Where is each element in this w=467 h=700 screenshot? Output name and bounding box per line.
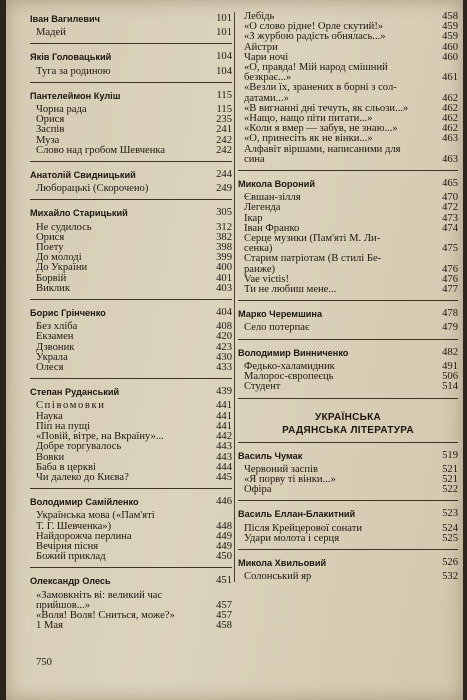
work-entry — [238, 155, 458, 165]
work-entry — [30, 12, 232, 28]
work-title: До молоді — [36, 252, 82, 264]
page-ref: 462 — [442, 102, 458, 114]
work-title: Ікар — [244, 212, 263, 224]
work-title: сина — [244, 153, 265, 165]
work-entry — [238, 382, 458, 392]
author-name: Борис Грінченко — [30, 308, 106, 319]
page-ref: 458 — [442, 11, 458, 22]
work-title: Виклик — [36, 282, 70, 294]
page-ref: 444 — [216, 461, 232, 473]
work-title: Добре торгувалось — [36, 441, 122, 453]
page-ref: 443 — [216, 451, 232, 463]
author-name: Яків Головацький — [30, 52, 112, 63]
work-title: Чи далеко до Києва? — [36, 471, 129, 483]
page-ref: 470 — [442, 192, 458, 204]
page-ref: 104 — [216, 51, 232, 63]
work-title: «З журбою радість обнялась...» — [244, 31, 386, 43]
work-title: Іван Франко — [244, 222, 300, 234]
section-heading-line: УКРАЇНСЬКА — [314, 411, 382, 423]
work-entry — [30, 146, 232, 156]
page-ref: 446 — [216, 496, 232, 508]
work-title: Поету — [36, 242, 64, 254]
entry-separator — [30, 199, 232, 200]
page-ref: 312 — [216, 221, 232, 233]
work-title: Слово над гробом Шевченка — [36, 144, 166, 156]
work-title: Студент — [244, 381, 281, 393]
author-entry — [238, 177, 458, 193]
section-heading-line: РАДЯНСЬКА ЛІТЕРАТУРА — [282, 424, 414, 436]
work-entry — [30, 621, 232, 631]
page-ref: 382 — [216, 231, 232, 243]
author-entry — [30, 574, 232, 590]
page-ref: 472 — [442, 202, 458, 214]
author-name: Анатолій Свидницький — [30, 170, 136, 181]
page-ref: 423 — [216, 341, 232, 353]
page-number: 750 — [36, 657, 52, 668]
page-ref: 473 — [442, 212, 458, 224]
entry-separator — [30, 82, 232, 83]
page-ref: 475 — [442, 243, 458, 255]
work-title: Легенда — [244, 202, 281, 214]
work-title: Люборацькі (Скорочено) — [36, 183, 149, 195]
work-title: «Нащо, нащо піти питати...» — [244, 113, 373, 125]
work-title: Т. Г. Шевченка») — [36, 520, 112, 532]
page-ref: 491 — [442, 360, 458, 372]
page-ref: 526 — [442, 556, 458, 568]
work-title: ранже) — [244, 263, 276, 275]
page-ref: 101 — [216, 27, 232, 39]
work-title: «О, принесіть як не вінки...» — [244, 133, 373, 145]
work-entry — [30, 552, 232, 562]
entry-separator — [30, 161, 232, 162]
page-ref: 521 — [442, 473, 458, 485]
page-ref: 474 — [442, 222, 458, 234]
author-name: Василь Еллан-Блакитний — [238, 509, 356, 520]
author-entry — [238, 507, 458, 523]
page-ref: 441 — [216, 420, 232, 432]
author-entry — [30, 168, 232, 184]
author-entry — [238, 449, 458, 465]
work-title: Піп на пущі — [36, 420, 90, 432]
work-entry — [238, 285, 458, 295]
author-name: Володимир Самійленко — [30, 497, 139, 508]
page-ref: 115 — [216, 104, 232, 116]
page-ref: 445 — [216, 471, 232, 483]
page-ref: 462 — [442, 113, 458, 125]
work-title: Украла — [36, 351, 68, 363]
page-ref: 506 — [442, 371, 458, 383]
work-title: датами...» — [244, 92, 289, 104]
page-ref: 399 — [216, 252, 232, 264]
work-title: Мадей — [36, 27, 66, 39]
page-ref: 457 — [216, 609, 232, 621]
author-name: Василь Чумак — [238, 450, 303, 461]
work-title: Українська мова («Пам'яті — [36, 510, 155, 522]
author-entry — [30, 206, 232, 222]
work-title: Старим патріотам (В стилі Бе- — [244, 253, 382, 265]
page-ref: 524 — [442, 522, 458, 534]
page-ref: 463 — [442, 133, 458, 145]
work-title: «Я порву ті вінки...» — [244, 473, 336, 485]
author-name: Олександр Олесь — [30, 576, 111, 587]
work-title: Вовки — [36, 451, 65, 463]
work-title: Орися — [36, 231, 65, 243]
work-title: Дзвоник — [36, 341, 75, 353]
column-divider — [234, 12, 235, 582]
work-title: Борвій — [36, 272, 67, 284]
work-entry — [30, 125, 232, 135]
page-ref: 242 — [216, 144, 232, 156]
work-entry — [238, 572, 458, 582]
page-ref: 408 — [216, 321, 232, 333]
work-entry — [30, 67, 232, 77]
page-ref: 241 — [216, 124, 232, 136]
work-title: 1 Мая — [36, 620, 63, 632]
work-title: Орися — [36, 114, 65, 126]
book-page — [6, 0, 463, 700]
page-ref: 115 — [216, 89, 232, 101]
author-name: Микола Вороний — [238, 179, 315, 190]
page-ref: 462 — [442, 123, 458, 135]
work-title: До України — [36, 262, 88, 274]
work-title: «Замовкніть ві: великий час — [36, 589, 163, 601]
page-ref: 443 — [216, 441, 232, 453]
work-title: Не судилось — [36, 221, 92, 233]
page-ref: 104 — [216, 65, 232, 77]
page-ref: 400 — [216, 262, 232, 274]
page-ref: 476 — [442, 263, 458, 275]
page-ref: 235 — [216, 114, 232, 126]
author-entry — [238, 556, 458, 572]
work-entry — [238, 145, 458, 155]
page-ref: 519 — [442, 449, 458, 461]
page-ref: 398 — [216, 242, 232, 254]
page-ref: 522 — [442, 484, 458, 496]
page-ref: 449 — [216, 540, 232, 552]
work-title: сенка) — [244, 243, 273, 255]
work-title: Vae victis! — [244, 273, 290, 285]
author-entry — [30, 495, 232, 511]
work-title: «В вигнанні дні течуть, як сльози...» — [244, 102, 409, 114]
work-title: «Повій, вітре, на Вкраїну»... — [36, 431, 164, 443]
entry-separator — [238, 170, 458, 171]
work-title: Олеся — [36, 362, 64, 374]
page-ref: 465 — [442, 178, 458, 190]
page-ref: 448 — [216, 520, 232, 532]
work-title: Чари ночі — [244, 51, 289, 63]
work-entry — [238, 485, 458, 495]
page-ref: 404 — [216, 307, 232, 319]
entry-separator — [238, 339, 458, 340]
work-title: Іван Вагилевич — [30, 14, 100, 24]
work-title: «Везли їх, зранених в борні з сол- — [244, 82, 397, 94]
work-title: Співомовки — [36, 400, 106, 412]
author-entry — [238, 346, 458, 362]
page-ref: 305 — [216, 207, 232, 219]
author-name: Степан Руданський — [30, 387, 120, 398]
work-title: Малорос-європеєць — [244, 371, 334, 383]
page-ref: 479 — [442, 322, 458, 334]
page-ref: 244 — [216, 169, 232, 181]
page-ref: 459 — [442, 31, 458, 43]
page-ref: 450 — [216, 551, 232, 563]
page-ref: 242 — [216, 134, 232, 146]
work-title: «О, правда! Мій народ смішний — [244, 62, 388, 74]
page-ref: 430 — [216, 351, 232, 363]
entry-separator — [30, 378, 232, 379]
page-ref: 401 — [216, 272, 232, 284]
work-title: Солонський яр — [244, 571, 312, 583]
page-ref: 532 — [442, 571, 458, 583]
work-title: Екзамен — [36, 331, 74, 343]
page-ref: 525 — [442, 532, 458, 544]
page-ref: 449 — [216, 530, 232, 542]
author-entry — [30, 306, 232, 322]
work-title: Туга за родиною — [36, 65, 111, 77]
author-entry — [30, 89, 232, 105]
work-title: Серце музики (Пам'яті М. Ли- — [244, 233, 381, 245]
page-ref: 439 — [216, 386, 232, 398]
work-title: Найдорожча перлина — [36, 530, 132, 542]
toc-right-column — [238, 12, 458, 582]
work-title: Червоний заспів — [244, 463, 318, 475]
page-ref: 420 — [216, 331, 232, 343]
author-entry — [30, 385, 232, 401]
author-name: Михайло Старицький — [30, 208, 128, 219]
work-entry — [238, 323, 458, 333]
entry-separator — [238, 442, 458, 443]
work-entry — [238, 534, 458, 544]
work-title: безкрає...» — [244, 72, 292, 84]
page-ref: 463 — [442, 153, 458, 165]
entry-separator — [238, 398, 458, 399]
page-ref: 451 — [216, 575, 232, 587]
work-title: Божий приклад — [36, 551, 106, 563]
work-entry — [30, 284, 232, 294]
page-ref: 476 — [442, 273, 458, 285]
work-entry — [238, 475, 458, 485]
page-ref: 441 — [216, 400, 232, 412]
work-title: Чорна рада — [36, 104, 87, 116]
work-entry — [30, 28, 232, 38]
page-ref: 514 — [442, 381, 458, 393]
page-ref: 461 — [442, 72, 458, 84]
work-entry — [30, 511, 232, 521]
page-ref: 462 — [442, 92, 458, 104]
work-title: Без хліба — [36, 321, 78, 333]
page-ref: 457 — [216, 599, 232, 611]
work-entry — [30, 363, 232, 373]
page-ref: 101 — [216, 13, 232, 24]
page-ref: 521 — [442, 463, 458, 475]
page-ref: 458 — [216, 620, 232, 632]
page-ref: 441 — [216, 410, 232, 422]
entry-separator — [30, 567, 232, 568]
work-title: Баба в церкві — [36, 461, 96, 473]
author-name: Микола Хвильовий — [238, 557, 327, 568]
page-ref: 523 — [442, 508, 458, 520]
entry-separator — [238, 549, 458, 550]
page-ref: 249 — [216, 183, 232, 195]
author-entry — [238, 307, 458, 323]
work-title: Лебідь — [244, 11, 275, 22]
work-title: Євшан-зілля — [244, 192, 301, 204]
work-entry — [30, 442, 232, 452]
work-title: Село потерпає — [244, 322, 310, 334]
work-title: Вечірня пісня — [36, 540, 99, 552]
work-title: Ти не любиш мене... — [244, 284, 337, 296]
work-title: прийшов...» — [36, 599, 91, 611]
page-ref: 403 — [216, 282, 232, 294]
page-ref: 459 — [442, 21, 458, 33]
work-title: Після Крейцерової сонати — [244, 522, 363, 534]
page-ref: 442 — [216, 431, 232, 443]
work-title: Айстри — [244, 41, 278, 53]
page-ref: 433 — [216, 362, 232, 374]
work-title: Алфавіт віршами, написаними для — [244, 143, 401, 155]
page-ref: 460 — [442, 41, 458, 53]
work-title: Офіра — [244, 484, 272, 496]
page-ref: 482 — [442, 346, 458, 358]
entry-separator — [30, 299, 232, 300]
work-title: Заспів — [36, 124, 65, 136]
author-entry — [30, 50, 232, 66]
work-entry — [238, 203, 458, 213]
author-name: Пантелеймон Куліш — [30, 90, 121, 101]
page-ref: 478 — [442, 308, 458, 320]
entry-separator — [30, 488, 232, 489]
work-title: «Воля! Воля! Сниться, може?» — [36, 609, 175, 621]
page-ref: 460 — [442, 51, 458, 63]
work-title: Наука — [36, 410, 63, 422]
work-entry — [30, 473, 232, 483]
work-entry — [30, 184, 232, 194]
section-heading — [238, 411, 458, 437]
entry-separator — [238, 300, 458, 301]
page-ref: 477 — [442, 284, 458, 296]
work-title: «О слово рідне! Орле скутий!» — [244, 21, 384, 33]
toc-left-column — [30, 12, 232, 631]
author-name: Марко Черемшина — [238, 309, 323, 320]
work-title: Муза — [36, 134, 60, 146]
work-title: «Коли я вмер — забув, не знаю...» — [244, 123, 398, 135]
entry-separator — [30, 43, 232, 44]
work-title: Удари молота і серця — [244, 532, 340, 544]
work-title: Федько-халамидник — [244, 360, 335, 372]
author-name: Володимир Винниченко — [238, 347, 349, 358]
entry-separator — [238, 500, 458, 501]
